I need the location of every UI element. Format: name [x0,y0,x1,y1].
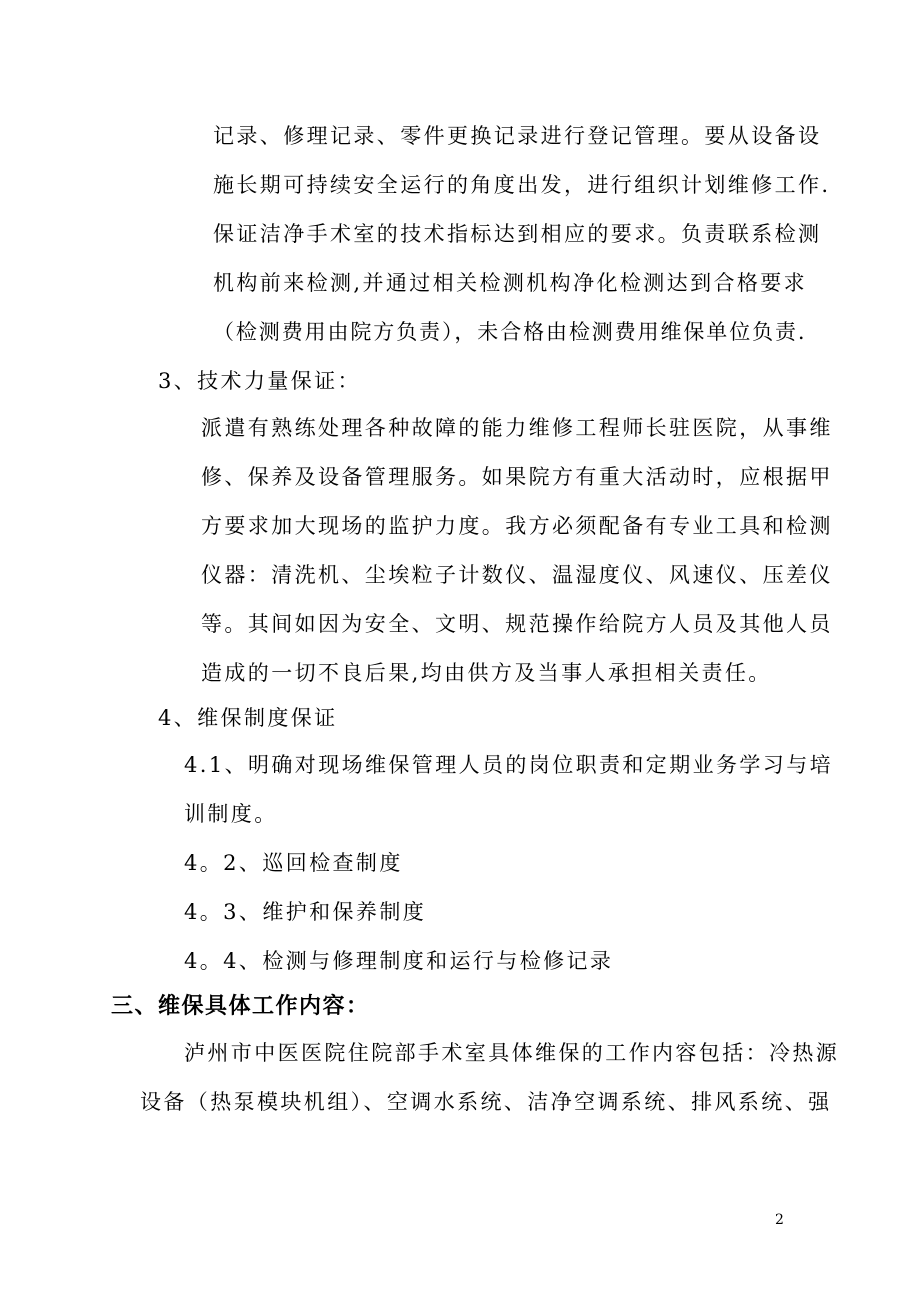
page-number: 2 [775,1212,784,1228]
subsection-4-1: 4.1、明确对现场维保管理人员的岗位职责和定期业务学习与培 [184,753,833,777]
subsection-4-4: 4。4、检测与修理制度和运行与检修记录 [184,949,614,973]
paragraph-line: 泸州市中医医院住院部手术室具体维保的工作内容包括：冷热源 [184,1041,840,1065]
section-heading-3: 3、技术力量保证： [158,369,361,393]
text-line: 修、保养及设备管理服务。如果院方有重大活动时，应根据甲 [201,465,833,489]
text-line: 保证洁净手术室的技术指标达到相应的要求。负责联系检测 [213,222,822,246]
text-line: 施长期可持续安全运行的角度出发，进行组织计划维修工作. [213,173,831,197]
subsection-4-2: 4。2、巡回检查制度 [184,851,403,875]
text-line: 派遣有熟练处理各种故障的能力维修工程师长驻医院，从事维 [201,416,833,440]
text-line: 等。其间如因为安全、文明、规范操作给院方人员及其他人员 [201,612,833,636]
text-line: 方要求加大现场的监护力度。我方必须配备有专业工具和检测 [201,514,833,538]
text-line: （检测费用由院方负责），未合格由检测费用维保单位负责. [213,320,807,344]
text-line: 训制度。 [184,802,278,826]
subsection-4-3: 4。3、维护和保养制度 [184,900,427,924]
text-line: 记录、修理记录、零件更换记录进行登记管理。要从设备设 [213,124,822,148]
section-heading-4: 4、维保制度保证 [158,706,338,730]
text-line: 造成的一切不良后果,均由供方及当事人承担相关责任。 [201,661,772,685]
text-line: 机构前来检测,并通过相关检测机构净化检测达到合格要求 [213,271,808,295]
chapter-heading-3: 三、维保具体工作内容： [111,994,370,1019]
text-line: 仪器：清洗机、尘埃粒子计数仪、温湿度仪、风速仪、压差仪 [201,563,833,587]
paragraph-line: 设备（热泵模块机组）、空调水系统、洁净空调系统、排风系统、强 [140,1090,832,1114]
